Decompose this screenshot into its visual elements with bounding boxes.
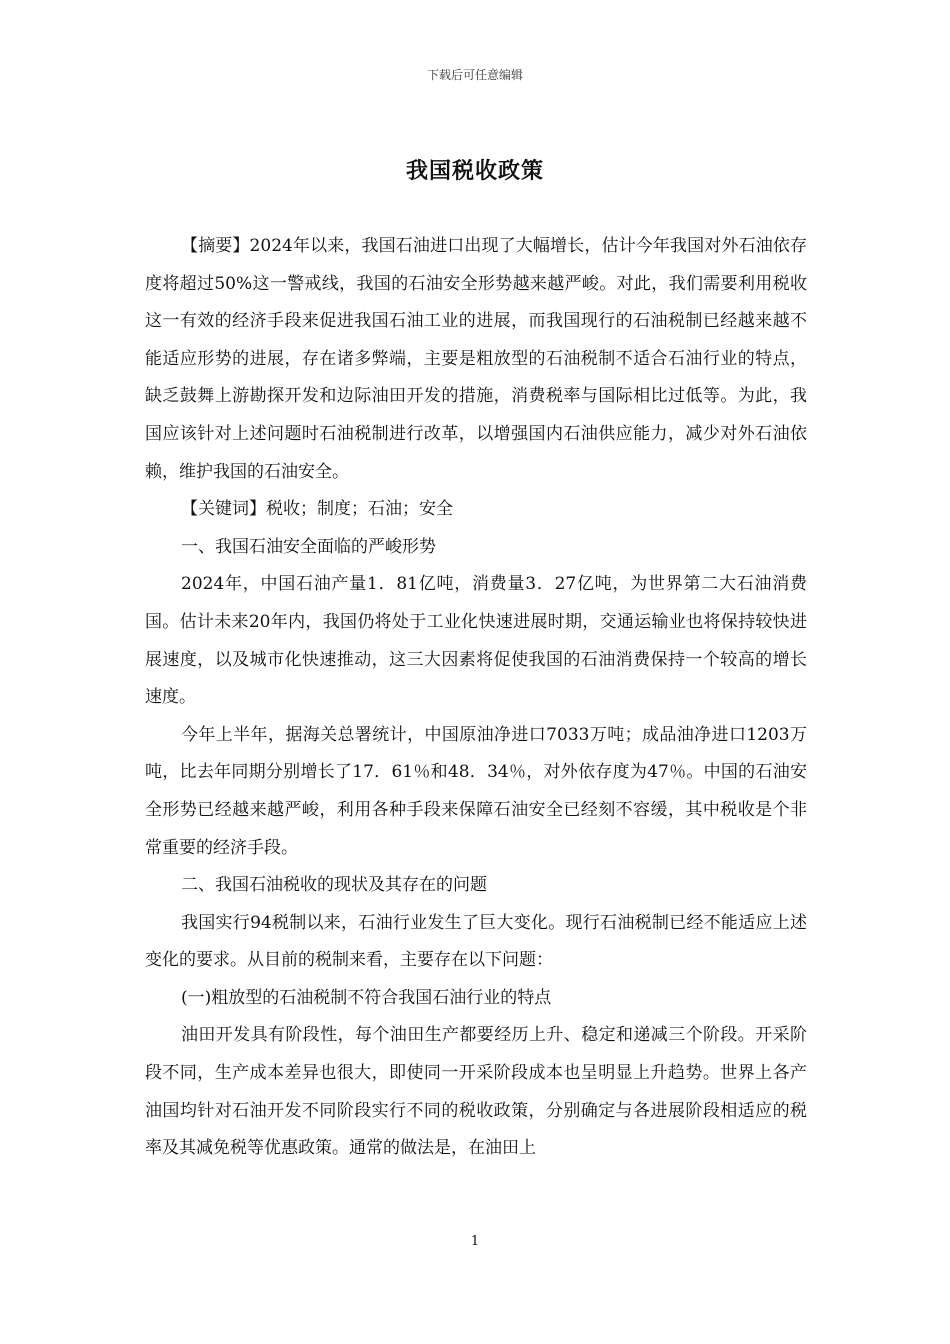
section-heading-1: 一、我国石油安全面临的严峻形势	[181, 536, 436, 557]
page-header-note: 下载后可任意编辑	[426, 68, 523, 82]
section-heading-2: 二、我国石油税收的现状及其存在的问题	[181, 875, 487, 896]
document-body	[145, 228, 807, 1168]
page-number: 1	[470, 1234, 480, 1249]
document-title: 我国税收政策	[405, 158, 544, 184]
body-paragraph: 今年上半年，据海关总署统计，中国原油净进口7033万吨；成品油净进口1203万吨，比去年同期分别增长了17．61％和48．34％，对外依存度为47％。中国的石油安全形势已经越来越严峻，利用各种手段来保障石油安全已经刻不容缓，其中税收是个非常重要的经济手段。	[145, 724, 807, 858]
keywords-paragraph: 【关键词】税收；制度；石油；安全	[181, 499, 453, 520]
subsection-heading-1: (一)粗放型的石油税制不符合我国石油行业的特点	[181, 987, 552, 1008]
body-paragraph: 油田开发具有阶段性，每个油田生产都要经历上升、稳定和递减三个阶段。开采阶段不同，生产成本差异也很大，即使同一开采阶段成本也呈明显上升趋势。世界上各产油国均针对石油开发不同阶段实行不同的税收政策，分别确定与各进展阶段相适应的税率及其减免税等优惠政策。通常的做法是，在油田上	[145, 1025, 807, 1159]
body-paragraph: 我国实行94税制以来，石油行业发生了巨大变化。现行石油税制已经不能适应上述变化的要求。从目前的税制来看，主要存在以下问题：	[145, 912, 807, 971]
body-paragraph: 2024年，中国石油产量1．81亿吨，消费量3．27亿吨，为世界第二大石油消费国。估计未来20年内，我国仍将处于工业化快速进展时期，交通运输业也将保持较快进展速度，以及城市化快速推动，这三大因素将促使我国的石油消费保持一个较高的增长速度。	[145, 574, 807, 708]
abstract-paragraph: 【摘要】2024年以来，我国石油进口出现了大幅增长，估计今年我国对外石油依存度将超过50%这一警戒线，我国的石油安全形势越来越严峻。对此，我们需要利用税收这一有效的经济手段来促进我国石油工业的进展，而我国现行的石油税制已经越来越不能适应形势的进展，存在诸多弊端，主要是粗放型的石油税制不适合石油行业的特点，缺乏鼓舞上游勘探开发和边际油田开发的措施，消费税率与国际相比过低等。为此，我国应该针对上述问题时石油税制进行改革，以增强国内石油供应能力，减少对外石油依赖，维护我国的石油安全。	[145, 236, 807, 482]
